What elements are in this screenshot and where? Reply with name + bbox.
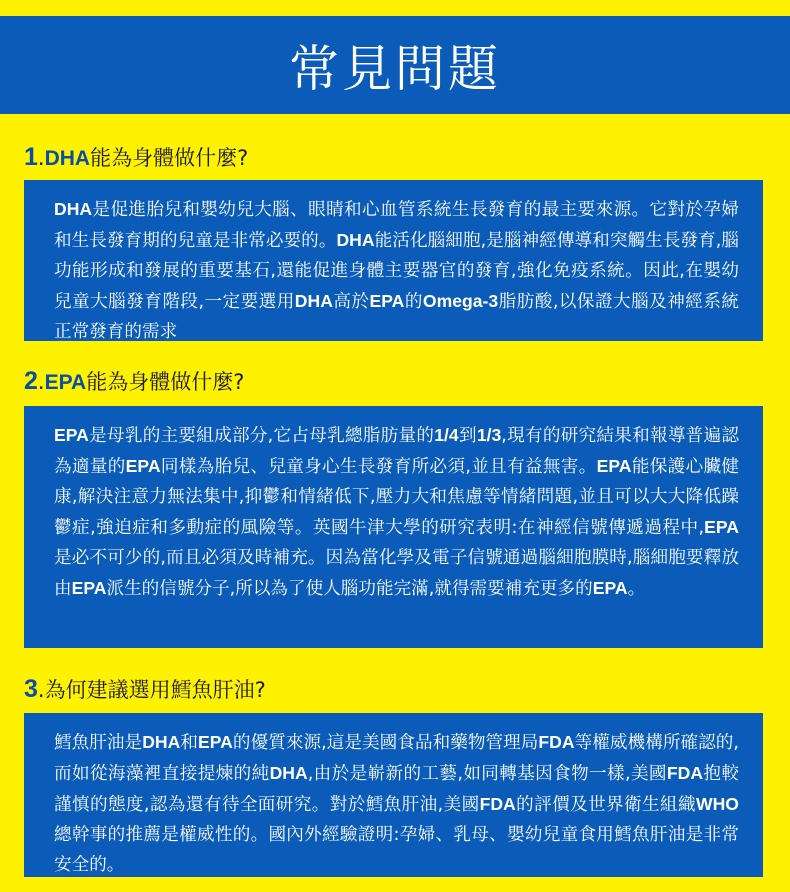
answer-text-segment: 的 <box>404 292 423 312</box>
faq-answer-1 <box>54 194 739 347</box>
faq-answer-box-1 <box>24 180 763 341</box>
answer-text-segment: 是促進胎兒和嬰幼兒大腦、眼睛和心血管系統生長發育的最主要來源。它對於孕婦和生長發育期的兒童是非常必要的。 <box>54 200 739 251</box>
answer-text-segment: 是必不可少的,而且必須及時補充。因為當化學及電子信號通過腦細胞膜時,腦細胞要釋放由 <box>54 548 739 599</box>
answer-bold-term: Omega-3 <box>422 291 499 311</box>
answer-text-segment: 的評價及世界衛生組織 <box>515 795 696 815</box>
faq-question-3 <box>24 674 266 710</box>
answer-text-segment: 能活化腦細胞,是腦神經傳導和突觸生長發育,腦功能形成和發展的重要基石,還能促進身體主要器官的發育,強化免疫系統。因此,在嬰幼兒童大腦發育階段,一定要選用 <box>54 231 739 312</box>
question-dot: . <box>37 370 45 394</box>
question-number: 1 <box>24 143 38 171</box>
question-text <box>45 366 245 396</box>
page-title: 常見問題 <box>289 40 501 98</box>
question-label: 能為身體做什麼? <box>86 370 245 394</box>
question-number: 3 <box>24 675 38 703</box>
answer-bold-term: EPA <box>592 578 628 598</box>
answer-text-segment: 到 <box>458 426 477 446</box>
answer-bold-term: EPA <box>71 578 107 598</box>
faq-answer-3 <box>54 727 739 880</box>
faq-question-1 <box>24 142 248 178</box>
answer-text-segment: 派生的信號分子,所以為了使人腦功能完滿,就得需要補充更多的 <box>106 579 593 599</box>
answer-bold-term: DHA <box>142 732 181 752</box>
answer-text-segment: 脂肪酸,以保證大腦及神經系統正常發育的需求 <box>54 292 739 342</box>
question-text <box>45 142 249 172</box>
answer-text-segment: 總幹事的推薦是權威性的。國內外經驗證明:孕婦、乳母、嬰幼兒童食用鱈魚肝油是非常安全的。 <box>54 825 739 875</box>
faq-answer-2 <box>54 420 739 604</box>
answer-bold-term: DHA <box>269 763 308 783</box>
answer-bold-term: WHO <box>695 794 739 814</box>
answer-text-segment: 等權威機構所確認的,而如從海藻裡直接提煉的純 <box>54 733 739 784</box>
question-label: 能為身體做什麼? <box>90 146 249 170</box>
answer-bold-term: FDA <box>666 763 704 783</box>
answer-text-segment: 高於 <box>332 292 370 312</box>
answer-bold-term: EPA <box>704 517 739 537</box>
answer-bold-term: 1/4 <box>434 425 459 445</box>
question-dot: . <box>37 678 45 702</box>
answer-text-segment: 抱較謹慎的態度,認為還有待全面研究。對於鱈魚肝油,美國 <box>54 764 739 815</box>
answer-bold-term: DHA <box>336 230 375 250</box>
answer-bold-term: EPA <box>54 425 89 445</box>
answer-bold-term: EPA <box>198 732 233 752</box>
answer-bold-term: DHA <box>294 291 333 311</box>
page-header <box>0 16 790 114</box>
answer-text-segment: 。 <box>627 579 646 599</box>
answer-text-segment: 是母乳的主要組成部分,它占母乳總脂肪量的 <box>88 426 435 446</box>
answer-text-segment: 和 <box>180 733 199 753</box>
question-label: 為何建議選用鱈魚肝油? <box>44 678 266 702</box>
answer-text-segment: 同樣為胎兒、兒童身心生長發育所必須,並且有益無害。 <box>160 457 597 477</box>
answer-bold-term: DHA <box>54 199 93 219</box>
faq-answer-box-3 <box>24 713 763 877</box>
answer-bold-term: EPA <box>596 456 632 476</box>
answer-bold-term: FDA <box>538 732 575 752</box>
question-dot: . <box>37 146 45 170</box>
question-bold: DHA <box>44 147 91 170</box>
answer-text-segment: 能保護心臟健康,解決注意力無法集中,抑鬱和情緒低下,壓力大和焦慮等情緒問題,並且可以大大降低躁鬱症,強迫症和多動症的風險等。英國牛津大學的研究表明:在神經信號傳遞過程中, <box>54 457 739 538</box>
answer-text-segment: 的優質來源,這是美國食品和藥物管理局 <box>232 733 539 753</box>
faq-question-2 <box>24 366 244 402</box>
question-number: 2 <box>24 367 38 395</box>
answer-text-segment: ,現有的研究結果和報導普遍認為適量的 <box>54 426 739 477</box>
answer-bold-term: EPA <box>369 291 405 311</box>
answer-bold-term: EPA <box>125 456 161 476</box>
question-text <box>45 674 266 704</box>
answer-text-segment: 鱈魚肝油是 <box>54 733 143 753</box>
question-bold: EPA <box>44 371 87 394</box>
faq-answer-box-2 <box>24 406 763 648</box>
answer-bold-term: 1/3 <box>476 425 502 445</box>
answer-text-segment: ,由於是嶄新的工藝,如同轉基因食物一樣,美國 <box>307 764 667 784</box>
answer-bold-term: FDA <box>479 794 516 814</box>
